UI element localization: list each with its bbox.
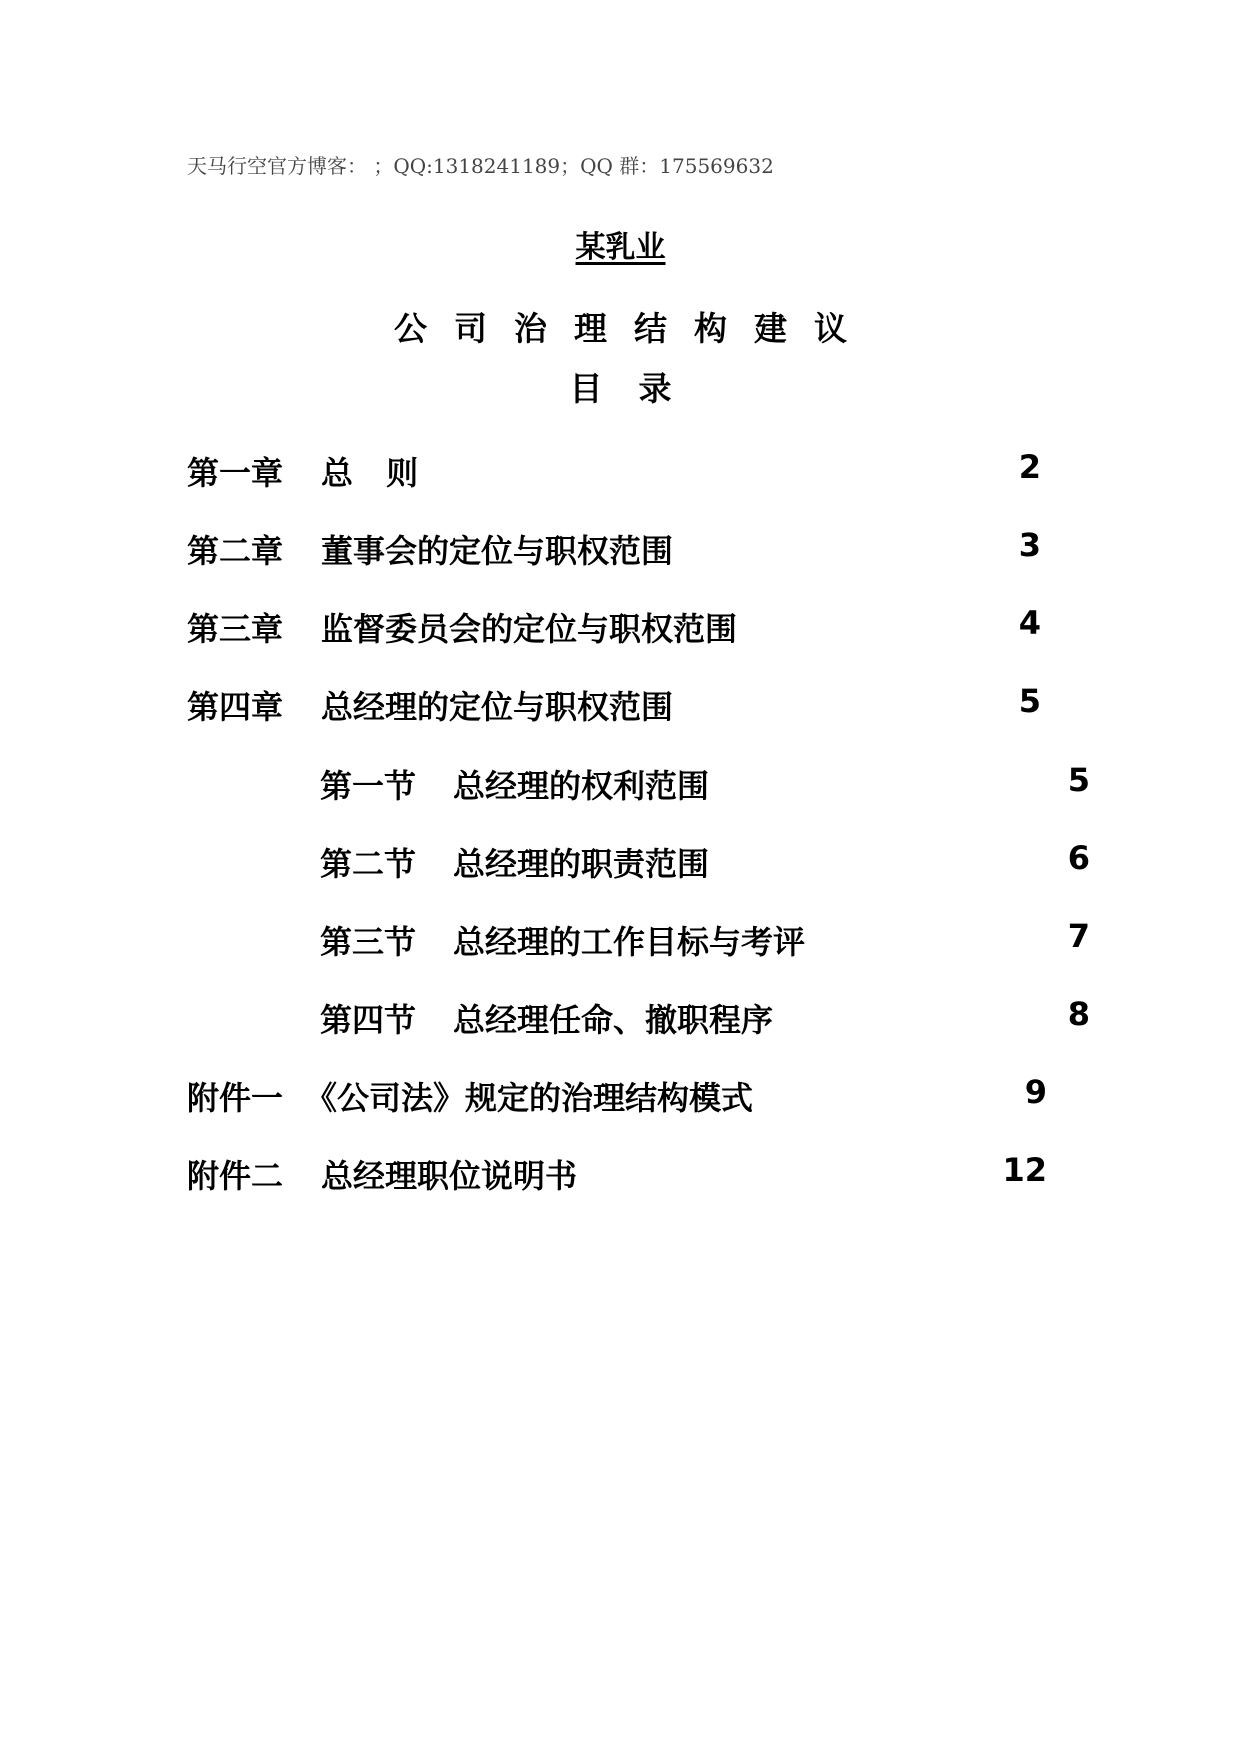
toc-entry-label: 第四节 bbox=[320, 1001, 417, 1039]
toc-entry-section-1[interactable] bbox=[320, 761, 1090, 805]
toc-entry-page-number: 3 bbox=[1018, 526, 1041, 564]
toc-entry-page-number: 2 bbox=[1018, 448, 1041, 486]
toc-entry-title: 总经理的定位与职权范围 bbox=[321, 688, 674, 726]
toc-entry-chapter-3[interactable] bbox=[187, 604, 1047, 648]
toc-heading: 目录 bbox=[569, 369, 708, 408]
toc-entry-title: 总经理的职责范围 bbox=[453, 845, 710, 883]
document-subtitle: 公司治理结构建议 bbox=[394, 309, 874, 348]
toc-entry-page-number: 6 bbox=[1067, 839, 1090, 877]
toc-entry-title: 总经理任命、撤职程序 bbox=[453, 1001, 774, 1039]
toc-entry-section-4[interactable] bbox=[320, 995, 1090, 1039]
toc-entry-label: 第四章 bbox=[187, 688, 284, 726]
toc-entry-chapter-1[interactable] bbox=[187, 448, 1047, 492]
toc-entry-appendix-1[interactable] bbox=[187, 1073, 1047, 1117]
toc-entry-label: 附件二 bbox=[187, 1157, 284, 1195]
toc-entry-page-number: 4 bbox=[1018, 604, 1041, 642]
toc-entry-page-number: 5 bbox=[1067, 761, 1090, 799]
toc-entry-page-number: 5 bbox=[1018, 682, 1041, 720]
toc-entry-page-number: 12 bbox=[1002, 1151, 1047, 1189]
header-contact-line: 天马行空官方博客： ；QQ:1318241189；QQ 群：175569632 bbox=[187, 154, 774, 178]
toc-entry-label: 第一节 bbox=[320, 767, 417, 805]
toc-entry-title: 总经理的权利范围 bbox=[453, 767, 710, 805]
toc-entry-title: 总经理的工作目标与考评 bbox=[453, 923, 806, 961]
toc-entry-page-number: 9 bbox=[1024, 1073, 1047, 1111]
toc-entry-title: 监督委员会的定位与职权范围 bbox=[321, 610, 738, 648]
toc-entry-label: 第二章 bbox=[187, 532, 284, 570]
toc-entry-title: 董事会的定位与职权范围 bbox=[321, 532, 674, 570]
toc-entry-title: 《公司法》规定的治理结构模式 bbox=[305, 1079, 754, 1117]
toc-entry-title: 总 则 bbox=[321, 454, 419, 492]
toc-entry-page-number: 7 bbox=[1067, 917, 1090, 955]
toc-entry-label: 第一章 bbox=[187, 454, 284, 492]
toc-entry-section-3[interactable] bbox=[320, 917, 1090, 961]
toc-entry-chapter-4[interactable] bbox=[187, 682, 1047, 726]
toc-entry-label: 第三章 bbox=[187, 610, 284, 648]
toc-entry-label: 附件一 bbox=[187, 1079, 284, 1117]
toc-entry-label: 第三节 bbox=[320, 923, 417, 961]
toc-entry-chapter-2[interactable] bbox=[187, 526, 1047, 570]
toc-entry-appendix-2[interactable] bbox=[187, 1151, 1047, 1195]
toc-entry-label: 第二节 bbox=[320, 845, 417, 883]
document-title: 某乳业 bbox=[575, 230, 666, 265]
toc-entry-section-2[interactable] bbox=[320, 839, 1090, 883]
toc-entry-page-number: 8 bbox=[1067, 995, 1090, 1033]
toc-entry-title: 总经理职位说明书 bbox=[321, 1157, 578, 1195]
